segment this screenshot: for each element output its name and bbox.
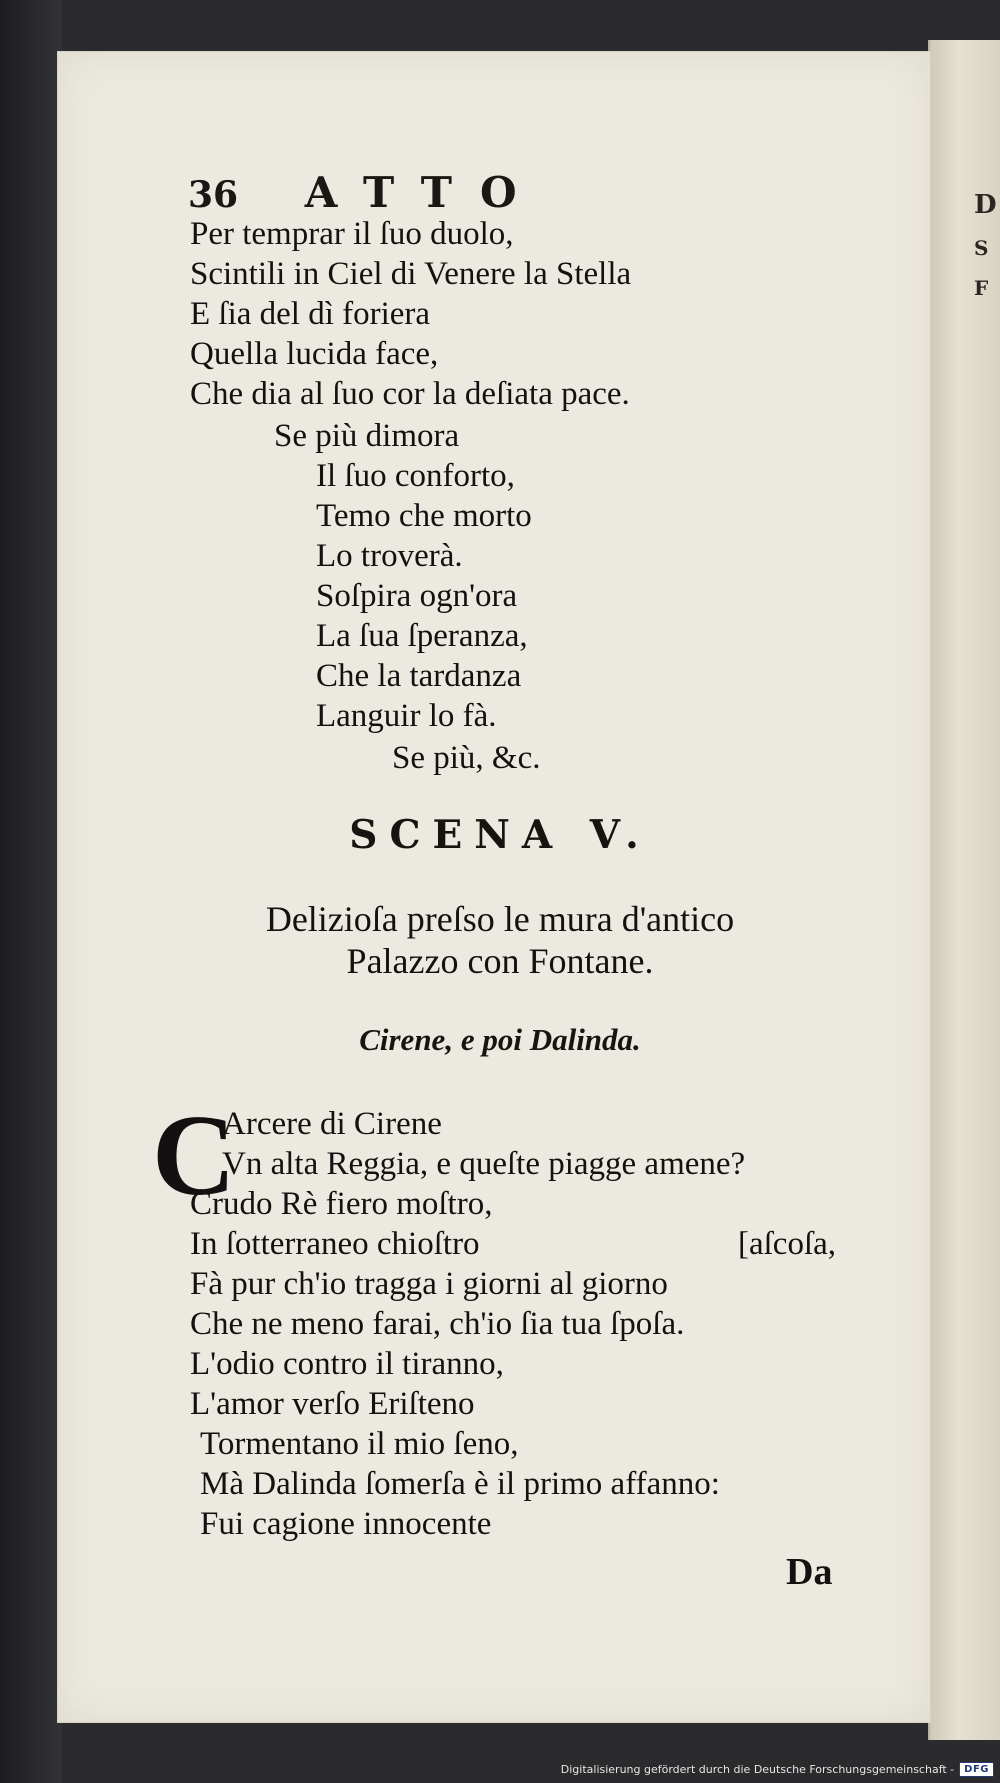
speech-line: In ſotterraneo chioſtro — [190, 1226, 480, 1262]
aria-line: Lo troverà. — [316, 538, 463, 574]
aria-line: Il ſuo conforto, — [316, 458, 515, 494]
speech-line: Fui cagione innocente — [200, 1506, 492, 1542]
character-list: Cirene, e poi Dalinda. — [359, 1022, 641, 1057]
speech-line: Fà pur ch'io tragga i giorni al giorno — [190, 1266, 668, 1302]
speech-line: Che ne meno farai, ch'io ſia tua ſpoſa. — [190, 1306, 685, 1342]
adjacent-page-edge — [928, 40, 1000, 1740]
speech-line-turnover: [aſcoſa, — [738, 1226, 837, 1262]
speech-line: Tormentano il mio ſeno, — [200, 1426, 519, 1462]
aria-line: Temo che morto — [316, 498, 532, 534]
credit-text: Digitalisierung gefördert durch die Deutsche Forschungsgemeinschaft - — [560, 1762, 955, 1776]
speech-line: Crudo Rè fiero moſtro, — [190, 1186, 493, 1222]
digitization-credit — [561, 1759, 994, 1779]
aria-line: Languir lo fà. — [316, 698, 497, 734]
verse-line: Per temprar il ſuo duolo, — [190, 216, 514, 252]
aria-line: Soſpira ogn'ora — [316, 578, 518, 614]
aria-line: La ſua ſperanza, — [316, 618, 528, 654]
running-head — [188, 168, 545, 217]
speech-line: L'odio contro il tiranno, — [190, 1346, 504, 1382]
speech-line: Vn alta Reggia, e queſte piagge amene? — [222, 1146, 746, 1182]
verse-line: Scintili in Ciel di Venere la Stella — [190, 256, 632, 292]
speech-line: L'amor verſo Eriſteno — [190, 1386, 475, 1422]
aria-refrain: Se più, &c. — [392, 740, 541, 776]
adjacent-glyph: F — [974, 276, 989, 300]
verse-line: Quella lucida face, — [190, 336, 439, 372]
speech-line: Mà Dalinda ſomerſa è il primo affanno: — [200, 1466, 720, 1502]
adjacent-glyph: S — [974, 236, 989, 260]
scene-setting: Delizioſa preſso le mura d'antico — [265, 899, 735, 939]
aria-line: Se più dimora — [274, 418, 460, 454]
running-head-title: ATTO — [304, 168, 545, 217]
dfg-logo: DFG — [959, 1762, 994, 1777]
scene-setting: Palazzo con Fontane. — [346, 941, 654, 981]
page-number: 36 — [188, 174, 239, 216]
speech-line: Arcere di Cirene — [222, 1106, 442, 1142]
verse-line: Che dia al ſuo cor la deſiata pace. — [190, 376, 630, 412]
scene-heading: SCENA V. — [349, 812, 651, 858]
drop-cap: C — [152, 1092, 236, 1220]
binding-shadow — [0, 0, 62, 1783]
verse-line: E ſia del dì foriera — [190, 296, 431, 332]
aria-line: Che la tardanza — [316, 658, 522, 694]
adjacent-glyph: D — [974, 190, 997, 220]
catchword: Da — [786, 1551, 833, 1593]
